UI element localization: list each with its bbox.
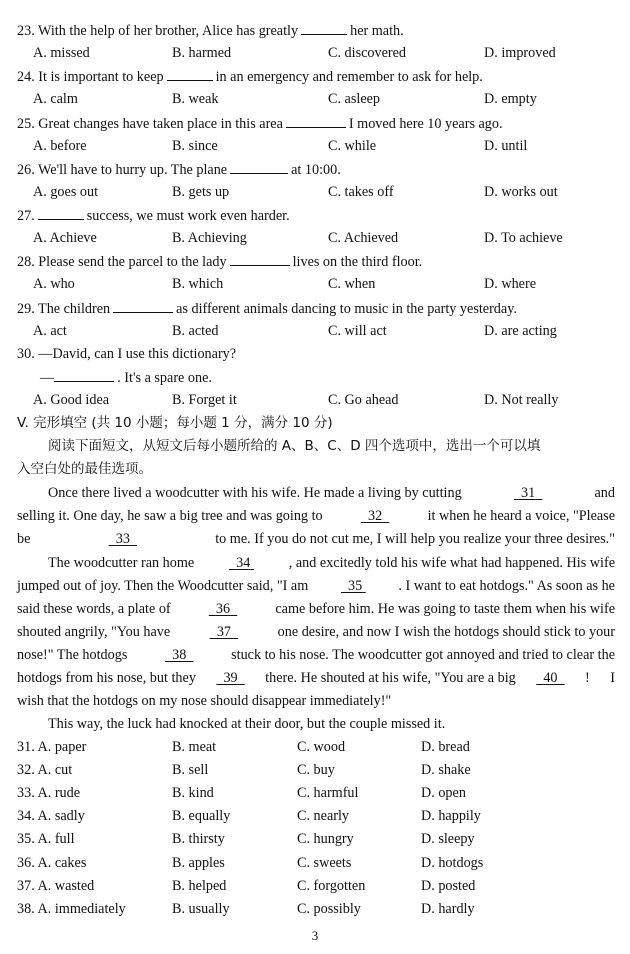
passage-line: This way, the luck had knocked at their door, but the couple missed it. xyxy=(48,716,446,732)
q38-option-a: 38. A. immediately xyxy=(17,901,126,917)
q34-option-a: 34. A. sadly xyxy=(17,808,85,824)
q33-option-c: C. harmful xyxy=(297,785,359,801)
q35-option-d: D. sleepy xyxy=(421,831,475,847)
section-instruction-line2: 入空白处的最佳选项。 xyxy=(17,461,152,477)
page-number: 3 xyxy=(311,928,319,943)
section-instruction-line1: 阅读下面短文，从短文后每小题所给的 A、B、C、D 四个选项中，选出一个可以填 xyxy=(48,438,541,454)
q35-option-b: B. thirsty xyxy=(172,831,225,847)
question-25-stem: 25. Great changes have taken place in this area I moved here 10 years ago. xyxy=(17,116,503,132)
q27-option-a: A. Achieve xyxy=(33,230,97,246)
q34-option-b: B. equally xyxy=(172,808,231,824)
passage-line: Once there lived a woodcutter with his wife. He made a living by cutting 31 and xyxy=(48,485,615,501)
passage-line: shouted angrily, "You have 37 one desire, and now I wish the hotdogs should stick to your xyxy=(17,624,615,640)
section-title: V. 完形填空 (共 10 小题；每小题 1 分，满分 10 分) xyxy=(17,415,333,431)
q36-option-d: D. hotdogs xyxy=(421,855,484,871)
answer-blank xyxy=(301,21,347,35)
blank-38: 38 xyxy=(172,647,187,663)
q25-option-d: D. until xyxy=(484,138,528,154)
question-30-reply: — . It's a spare one. xyxy=(40,370,212,386)
q28-option-b: B. which xyxy=(172,276,224,292)
q37-option-d: D. posted xyxy=(421,878,476,894)
q36-option-a: 36. A. cakes xyxy=(17,855,87,871)
q31-option-d: D. bread xyxy=(421,739,470,755)
passage-line: hotdogs from his nose, but they 39 there. He shouted at his wife, "You are a big 40 ! I xyxy=(17,670,615,686)
q28-option-a: A. who xyxy=(33,276,75,292)
q38-option-c: C. possibly xyxy=(297,901,361,917)
q26-option-b: B. gets up xyxy=(172,184,230,200)
blank-36: 36 xyxy=(215,601,231,617)
q38-option-d: D. hardly xyxy=(421,901,475,917)
blank-31: 31 xyxy=(521,485,536,501)
q25-option-a: A. before xyxy=(33,138,87,154)
blank-32: 32 xyxy=(368,508,383,524)
answer-blank xyxy=(113,299,173,313)
question-27-stem: 27. success, we must work even harder. xyxy=(17,208,290,224)
answer-blank xyxy=(38,206,84,220)
q32-option-b: B. sell xyxy=(172,762,209,778)
q29-option-c: C. will act xyxy=(328,323,387,339)
question-23-stem: 23. With the help of her brother, Alice has greatly her math. xyxy=(17,23,404,39)
q33-option-a: 33. A. rude xyxy=(17,785,81,801)
answer-blank xyxy=(167,67,213,81)
q34-option-d: D. happily xyxy=(421,808,481,824)
answer-blank xyxy=(54,368,114,382)
q31-option-b: B. meat xyxy=(172,739,217,755)
q24-option-a: A. calm xyxy=(33,91,78,107)
blank-37: 37 xyxy=(216,624,232,640)
q32-option-a: 32. A. cut xyxy=(17,762,73,778)
passage-line: said these words, a plate of 36 came before him. He was going to taste them when his wife xyxy=(17,601,615,617)
q35-option-a: 35. A. full xyxy=(17,831,75,847)
q33-option-b: B. kind xyxy=(172,785,214,801)
blank-33: 33 xyxy=(115,531,130,547)
question-30-stem: 30. —David, can I use this dictionary? xyxy=(17,346,237,362)
q30-option-d: D. Not really xyxy=(484,392,559,408)
q26-option-c: C. takes off xyxy=(328,184,394,200)
answer-blank xyxy=(230,252,290,266)
q30-option-b: B. Forget it xyxy=(172,392,237,408)
q25-option-c: C. while xyxy=(328,138,377,154)
q37-option-c: C. forgotten xyxy=(297,878,366,894)
q31-option-a: 31. A. paper xyxy=(17,739,87,755)
answer-blank xyxy=(230,160,288,174)
q32-option-d: D. shake xyxy=(421,762,471,778)
question-26-stem: 26. We'll have to hurry up. The plane at 10:00. xyxy=(17,162,341,178)
question-29-stem: 29. The children as different animals dancing to music in the party yesterday. xyxy=(17,301,517,317)
q26-option-a: A. goes out xyxy=(33,184,99,200)
q24-option-c: C. asleep xyxy=(328,91,381,107)
q26-option-d: D. works out xyxy=(484,184,558,200)
q24-option-b: B. weak xyxy=(172,91,219,107)
q37-option-b: B. helped xyxy=(172,878,227,894)
q29-option-b: B. acted xyxy=(172,323,219,339)
q33-option-d: D. open xyxy=(421,785,466,801)
q25-option-b: B. since xyxy=(172,138,218,154)
blank-40: 40 xyxy=(543,670,558,686)
q32-option-c: C. buy xyxy=(297,762,335,778)
q28-option-d: D. where xyxy=(484,276,536,292)
q23-option-c: C. discovered xyxy=(328,45,407,61)
q23-option-b: B. harmed xyxy=(172,45,232,61)
q36-option-b: B. apples xyxy=(172,855,225,871)
q38-option-b: B. usually xyxy=(172,901,230,917)
blank-34: 34 xyxy=(236,555,251,571)
q27-option-c: C. Achieved xyxy=(328,230,399,246)
q37-option-a: 37. A. wasted xyxy=(17,878,95,894)
q23-option-d: D. improved xyxy=(484,45,556,61)
passage-line: jumped out of joy. Then the Woodcutter said, "I am 35 . I want to eat hotdogs." As soon as he xyxy=(17,578,615,594)
passage-line: nose!" The hotdogs 38 stuck to his nose. The woodcutter got annoyed and tried to clear the xyxy=(17,647,615,663)
q23-option-a: A. missed xyxy=(33,45,90,61)
q30-option-a: A. Good idea xyxy=(33,392,110,408)
blank-35: 35 xyxy=(347,578,363,594)
q27-option-b: B. Achieving xyxy=(172,230,247,246)
passage-line: selling it. One day, he saw a big tree and was going to 32 it when he heard a voice, "Please xyxy=(17,508,615,524)
question-24-stem: 24. It is important to keep in an emergency and remember to ask for help. xyxy=(17,69,483,85)
q35-option-c: C. hungry xyxy=(297,831,354,847)
q29-option-a: A. act xyxy=(33,323,67,339)
q30-option-c: C. Go ahead xyxy=(328,392,399,408)
answer-blank xyxy=(286,114,346,128)
blank-39: 39 xyxy=(223,670,238,686)
passage-line: wish that the hotdogs on my nose should disappear immediately!" xyxy=(17,693,392,709)
q36-option-c: C. sweets xyxy=(297,855,352,871)
q27-option-d: D. To achieve xyxy=(484,230,563,246)
passage-line: be 33 to me. If you do not cut me, I will help you realize your three desires." xyxy=(17,531,615,547)
q29-option-d: D. are acting xyxy=(484,323,557,339)
q31-option-c: C. wood xyxy=(297,739,346,755)
q34-option-c: C. nearly xyxy=(297,808,350,824)
passage-line: The woodcutter ran home 34 , and excitedly told his wife what had happened. His wife xyxy=(48,555,615,571)
question-28-stem: 28. Please send the parcel to the lady lives on the third floor. xyxy=(17,254,423,270)
q28-option-c: C. when xyxy=(328,276,376,292)
q24-option-d: D. empty xyxy=(484,91,537,107)
